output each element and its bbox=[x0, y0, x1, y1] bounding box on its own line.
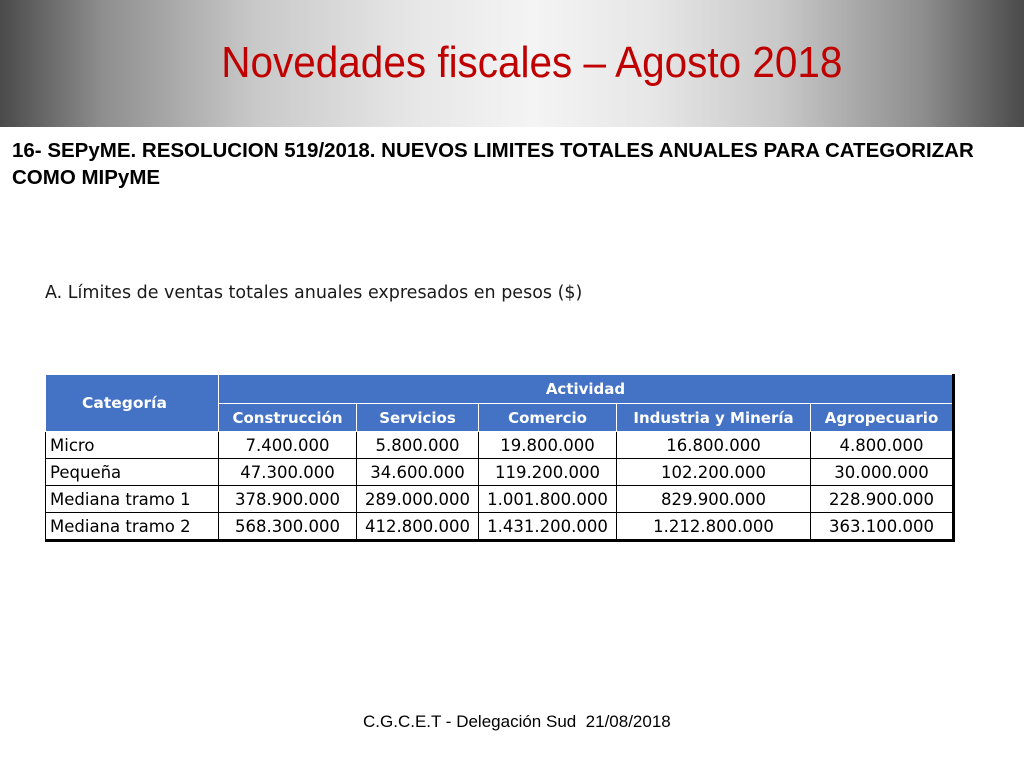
table-cell: 119.200.000 bbox=[479, 459, 617, 486]
table-cell: 829.900.000 bbox=[617, 486, 811, 513]
table-row bbox=[46, 432, 954, 459]
section-heading: 16- SEPyME. RESOLUCION 519/2018. NUEVOS LIMITES TOTALES ANUALES PARA CATEGORIZAR COMO MIPyME bbox=[12, 139, 974, 189]
title-band bbox=[0, 0, 1024, 127]
column-header: Industria y Minería bbox=[617, 404, 811, 432]
column-header: Comercio bbox=[479, 404, 617, 432]
table-cell: 412.800.000 bbox=[357, 513, 479, 541]
table-cell: 1.001.800.000 bbox=[479, 486, 617, 513]
table-cell: 47.300.000 bbox=[219, 459, 357, 486]
row-category: Micro bbox=[46, 432, 219, 459]
table-cell: 289.000.000 bbox=[357, 486, 479, 513]
table-cell: 5.800.000 bbox=[357, 432, 479, 459]
limits-table bbox=[45, 374, 955, 542]
table-cell: 30.000.000 bbox=[811, 459, 954, 486]
table-cell: 363.100.000 bbox=[811, 513, 954, 541]
table-cell: 16.800.000 bbox=[617, 432, 811, 459]
table-cell: 378.900.000 bbox=[219, 486, 357, 513]
column-header: Servicios bbox=[357, 404, 479, 432]
row-category: Pequeña bbox=[46, 459, 219, 486]
slide-title: Novedades fiscales – Agosto 2018 bbox=[221, 38, 843, 87]
table-row bbox=[46, 486, 954, 513]
table-row bbox=[46, 513, 954, 541]
activity-header: Actividad bbox=[219, 375, 954, 404]
table-cell: 102.200.000 bbox=[617, 459, 811, 486]
row-category: Mediana tramo 2 bbox=[46, 513, 219, 541]
column-header: Agropecuario bbox=[811, 404, 954, 432]
table-cell: 1.212.800.000 bbox=[617, 513, 811, 541]
table-row bbox=[46, 459, 954, 486]
table-cell: 568.300.000 bbox=[219, 513, 357, 541]
footer-text: C.G.C.E.T - Delegación Sud 21/08/2018 bbox=[363, 712, 671, 731]
table-cell: 34.600.000 bbox=[357, 459, 479, 486]
table-cell: 228.900.000 bbox=[811, 486, 954, 513]
table-cell: 1.431.200.000 bbox=[479, 513, 617, 541]
table-caption: A. Límites de ventas totales anuales expresados en pesos ($) bbox=[45, 283, 583, 303]
table-cell: 19.800.000 bbox=[479, 432, 617, 459]
column-header: Construcción bbox=[219, 404, 357, 432]
table-cell: 7.400.000 bbox=[219, 432, 357, 459]
row-category: Mediana tramo 1 bbox=[46, 486, 219, 513]
category-header: Categoría bbox=[46, 375, 219, 432]
table-cell: 4.800.000 bbox=[811, 432, 954, 459]
